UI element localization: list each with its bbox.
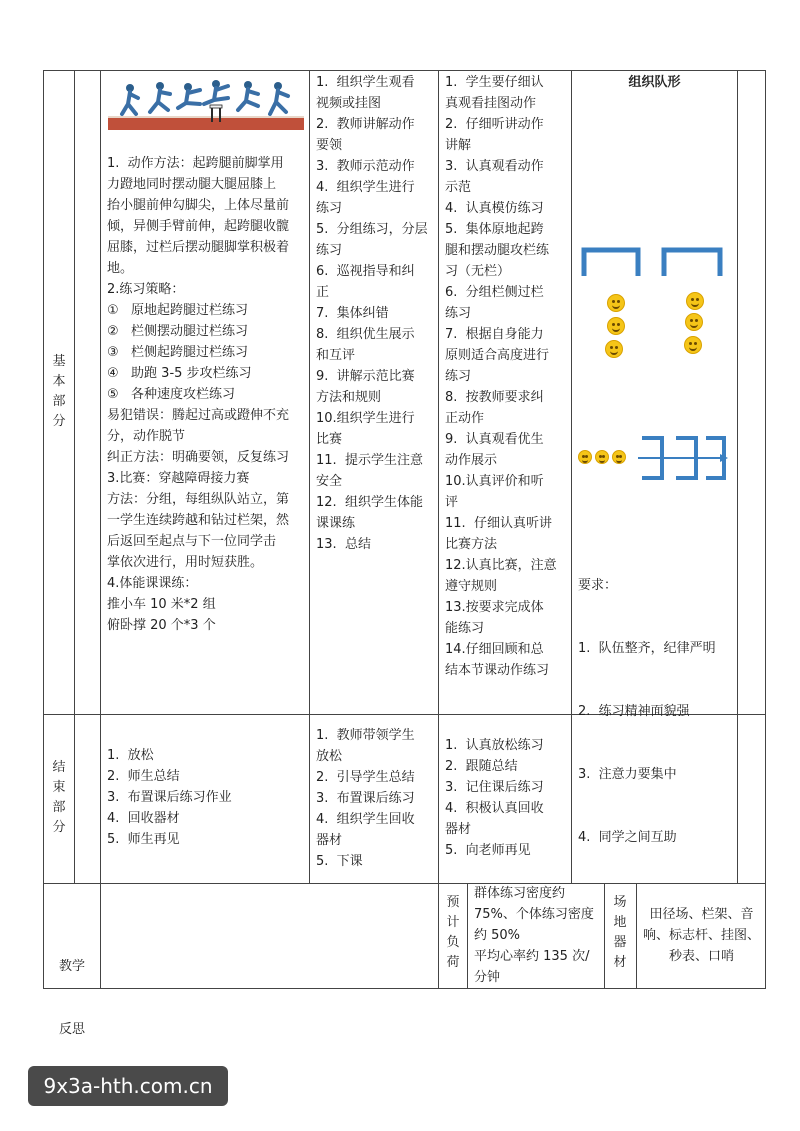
teacher-line: 练习 [316, 243, 343, 258]
teacher-line: 安全 [316, 474, 343, 489]
teacher-line: 3. 布置课后练习 [316, 791, 415, 806]
teacher-line: 要领 [316, 138, 343, 153]
content-line: 2. 师生总结 [107, 769, 180, 784]
smiley-icon [612, 450, 626, 464]
venue-label: 场 地 器 材 [613, 895, 627, 970]
content-line: 一学生连续跨越和钻过栏架，然 [107, 513, 290, 528]
student-line: 腿和摆动腿攻栏练 [445, 243, 550, 258]
teacher-line: 5. 分组练习，分层 [316, 222, 428, 237]
col-divider-c [309, 70, 310, 883]
content-line: 倾，异侧手臂前伸，起跨腿收髋 [107, 219, 290, 234]
load-line: 分钟 [474, 970, 501, 985]
ending-student-text [445, 735, 567, 861]
student-line: 讲解 [445, 138, 472, 153]
teacher-line: 9. 讲解示范比赛 [316, 369, 415, 384]
teacher-line: 11. 提示学生注意 [316, 453, 423, 468]
student-line: 比赛方法 [445, 537, 498, 552]
col-divider-e [571, 70, 572, 883]
student-line: 1. 学生要仔细认 [445, 75, 544, 90]
teacher-line: 7. 集体纠错 [316, 306, 389, 321]
student-line: 9. 认真观看优生 [445, 432, 544, 447]
content-line: 俯卧撑 20 个*3 个 [107, 618, 216, 633]
basic-content-text [107, 153, 305, 636]
teacher-line: 12. 组织学生体能 [316, 495, 423, 510]
hurdle-icon-left [584, 250, 638, 276]
content-line: ④ 助跑 3-5 步攻栏练习 [107, 366, 252, 381]
content-line: ③ 栏侧起跨腿过栏练习 [107, 345, 249, 360]
athlete-body-3 [178, 90, 200, 108]
end-section-label: 结 束 部 分 [52, 760, 66, 835]
athlete-body-1 [122, 92, 138, 114]
teacher-line: 5. 下课 [316, 854, 363, 869]
venue-line: 秒表、口哨 [668, 949, 734, 964]
smiley-icon [607, 294, 625, 312]
smiley-icon [684, 336, 702, 354]
requirement-item: 2. 练习精神面貌强 [578, 704, 690, 719]
table-border-bottom [43, 988, 766, 989]
load-line: 群体练习密度约 [474, 886, 566, 901]
formation-diagram-bottom [636, 434, 732, 484]
teacher-line: 课课练 [316, 516, 356, 531]
student-line: 4. 积极认真回收 [445, 801, 544, 816]
venue-line: 田径场、栏架、音 [649, 907, 754, 922]
col-divider-g [467, 883, 468, 989]
student-line: 1. 认真放松练习 [445, 738, 544, 753]
athlete-body-6 [270, 90, 288, 114]
teacher-line: 放松 [316, 749, 343, 764]
teacher-line: 6. 巡视指导和纠 [316, 264, 415, 279]
load-line: 约 50% [474, 928, 521, 943]
athlete-body-2 [150, 90, 170, 112]
student-line: 结本节课动作练习 [445, 663, 550, 678]
ending-teacher-text [316, 725, 434, 872]
teacher-line: 13. 总结 [316, 537, 371, 552]
smiley-icon [578, 450, 592, 464]
content-line: 力蹬地同时摆动腿大腿屈膝上 [107, 177, 277, 192]
student-line: 3. 记住课后练习 [445, 780, 544, 795]
student-line: 正动作 [445, 411, 485, 426]
hurdle-icon-right [664, 250, 720, 276]
athlete-body-4 [204, 86, 228, 104]
requirements-title: 要求： [578, 578, 618, 593]
teacher-line: 2. 教师讲解动作 [316, 117, 415, 132]
teacher-line: 正 [316, 285, 330, 300]
student-line: 13.按要求完成体 [445, 600, 544, 615]
student-line: 2. 跟随总结 [445, 759, 518, 774]
requirement-item: 1. 队伍整齐，纪律严明 [578, 641, 716, 656]
requirements-block [578, 533, 736, 890]
student-line: 能练习 [445, 621, 485, 636]
student-line: 遵守规则 [445, 579, 498, 594]
load-text [474, 883, 601, 988]
content-line: 掌依次进行，用时短获胜。 [107, 555, 264, 570]
content-line: 2.练习策略： [107, 282, 185, 297]
teacher-line: 10.组织学生进行 [316, 411, 415, 426]
student-line: 动作展示 [445, 453, 498, 468]
student-line: 12.认真比赛，注意 [445, 558, 557, 573]
student-line: 11. 仔细认真听讲 [445, 516, 552, 531]
teacher-line: 视频或挂图 [316, 96, 382, 111]
student-line: 示范 [445, 180, 472, 195]
student-line: 7. 根据自身能力 [445, 327, 544, 342]
student-line: 6. 分组栏侧过栏 [445, 285, 544, 300]
teacher-line: 2. 引导学生总结 [316, 770, 415, 785]
teacher-line: 1. 组织学生观看 [316, 75, 415, 90]
col-divider-a [74, 70, 75, 883]
content-line: ② 栏侧摆动腿过栏练习 [107, 324, 249, 339]
content-line: 1. 放松 [107, 748, 154, 763]
track-line [108, 116, 304, 118]
content-line: 4. 回收器材 [107, 811, 180, 826]
student-line: 练习 [445, 369, 472, 384]
requirement-item: 4. 同学之间互助 [578, 830, 677, 845]
content-line: 推小车 10 米*2 组 [107, 597, 216, 612]
teacher-line: 比赛 [316, 432, 343, 447]
teacher-line: 器材 [316, 833, 343, 848]
content-line: 方法：分组，每组纵队站立，第 [107, 492, 290, 507]
basic-teacher-text [316, 72, 434, 555]
teacher-line: 4. 组织学生进行 [316, 180, 415, 195]
content-line: 3. 布置课后练习作业 [107, 790, 232, 805]
student-line: 练习 [445, 306, 472, 321]
content-line: 易犯错误：腾起过高或蹬伸不充 [107, 408, 290, 423]
watermark: 9x3a-hth.com.cn [28, 1066, 228, 1106]
student-line: 评 [445, 495, 459, 510]
smiley-icon [685, 313, 703, 331]
col-divider-d [438, 70, 439, 989]
content-line: ① 原地起跨腿过栏练习 [107, 303, 249, 318]
reflection-label: 教学 反思 [58, 959, 85, 1037]
content-line: ⑤ 各种速度攻栏练习 [107, 387, 236, 402]
athlete-body-5 [238, 89, 258, 110]
teacher-line: 1. 教师带领学生 [316, 728, 415, 743]
student-line: 器材 [445, 822, 472, 837]
student-line: 2. 仔细听讲动作 [445, 117, 544, 132]
table-border-top [43, 70, 766, 71]
smiley-icon [605, 340, 623, 358]
table-border-right [765, 70, 766, 989]
content-line: 3.比赛：穿越障碍接力赛 [107, 471, 250, 486]
ending-content-text [107, 745, 305, 850]
student-line: 真观看挂图动作 [445, 96, 537, 111]
student-line: 5. 向老师再见 [445, 843, 531, 858]
student-line: 8. 按教师要求纠 [445, 390, 544, 405]
basic-student-text [445, 72, 567, 681]
formation-diagram-top [578, 246, 728, 366]
track-surface [108, 116, 304, 130]
col-divider-i [636, 883, 637, 989]
hurdle-bar [210, 105, 222, 108]
student-line: 14.仔细回顾和总 [445, 642, 544, 657]
col-divider-f [737, 70, 738, 883]
student-line: 原则适合高度进行 [445, 348, 550, 363]
table-border-left [43, 70, 44, 989]
col-divider-h [604, 883, 605, 989]
content-line: 纠正方法：明确要领，反复练习 [107, 450, 290, 465]
student-line: 3. 认真观看动作 [445, 159, 544, 174]
content-line: 1. 动作方法：起跨腿前脚掌用 [107, 156, 284, 171]
student-line: 4. 认真模仿练习 [445, 201, 544, 216]
hurdle-illustration [108, 76, 304, 132]
requirement-item: 3. 注意力要集中 [578, 767, 677, 782]
venue-text [639, 904, 764, 967]
student-line: 习（无栏） [445, 264, 511, 279]
content-line: 屈膝，过栏后摆动腿脚掌积极着 [107, 240, 290, 255]
teacher-line: 3. 教师示范动作 [316, 159, 415, 174]
teacher-line: 和互评 [316, 348, 356, 363]
load-label: 预 计 负 荷 [446, 895, 460, 970]
student-line: 10.认真评价和听 [445, 474, 544, 489]
venue-line: 响、标志杆、挂图、 [642, 928, 760, 943]
teacher-line: 8. 组织优生展示 [316, 327, 415, 342]
basic-section-label: 基 本 部 分 [52, 354, 66, 429]
formation-title: 组织队形 [628, 75, 681, 90]
teacher-line: 练习 [316, 201, 343, 216]
smiley-icon [686, 292, 704, 310]
content-line: 分，动作脱节 [107, 429, 186, 444]
load-line: 平均心率约 135 次/ [474, 949, 590, 964]
content-line: 5. 师生再见 [107, 832, 180, 847]
content-line: 抬小腿前伸勾脚尖，上体尽量前 [107, 198, 290, 213]
content-line: 后返回至起点与下一位同学击 [107, 534, 277, 549]
content-line: 地。 [107, 261, 134, 276]
load-line: 75%、个体练习密度 [474, 907, 594, 922]
teacher-line: 4. 组织学生回收 [316, 812, 415, 827]
teacher-line: 方法和规则 [316, 390, 382, 405]
smiley-icon [595, 450, 609, 464]
student-line: 5. 集体原地起跨 [445, 222, 544, 237]
smiley-icon [607, 317, 625, 335]
col-divider-b [100, 70, 101, 989]
content-line: 4.体能课课练： [107, 576, 198, 591]
